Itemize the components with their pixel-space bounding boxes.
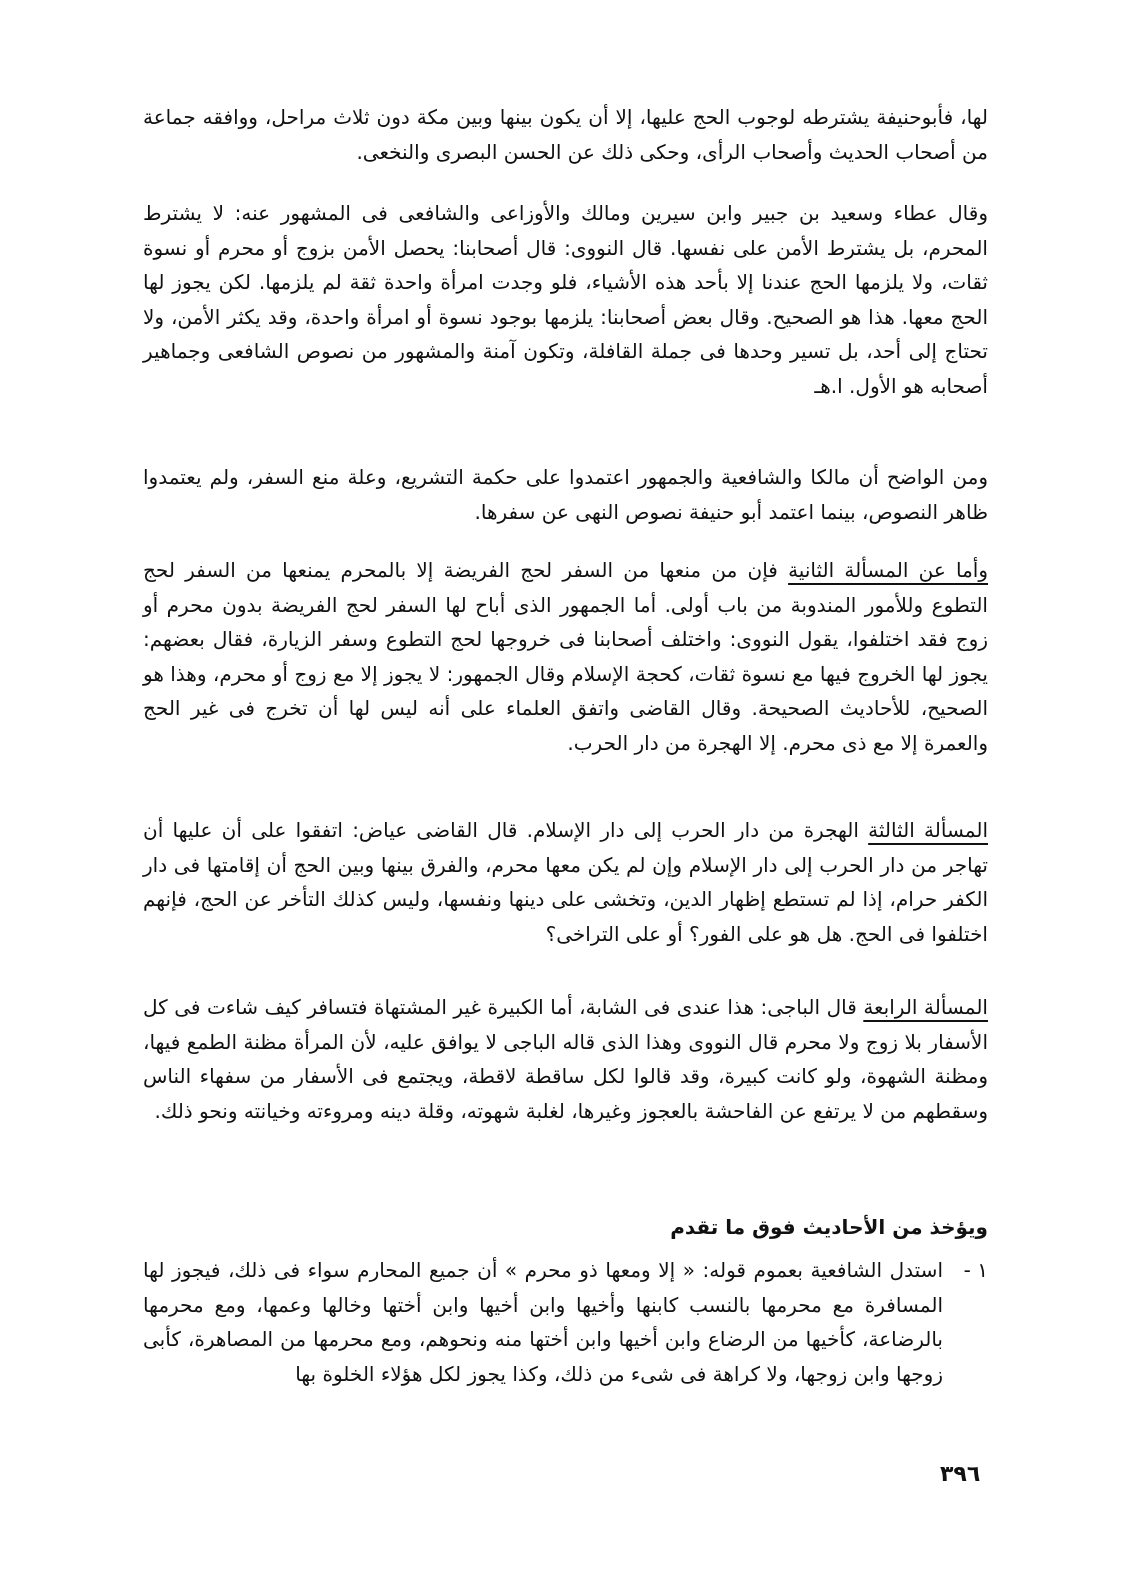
- fourth-issue-text: قال الباجى: هذا عندى فى الشابة، أما الكبيرة غير المشتهاة فتسافر كيف شاءت فى كل الأسفار بلا زوج ولا محرم قال النووى وهذا الذى قاله الباجى لا يوافق عليه، لأن المرأة مظنة الطمع فيها، ومظنة الشهوة، ولو كانت كبيرة، وقد قالوا لكل ساقطة لاقطة، ويجتمع فى الأسفار من سفهاء الناس وسقطهم من لا يرتفع عن الفاحشة بالعجوز وغيرها، لغلبة شهوته، وقلة دينه ومروءته وخيانته ونحو ذلك.: [143, 995, 988, 1123]
- list-item-text: استدل الشافعية بعموم قوله: « إلا ومعها ذو محرم » أن جميع المحارم سواء فى ذلك، فيجوز لها المسافرة مع محرمها بالنسب كابنها وأخيها وابن أخيها وابن أختها وخالها وعمها، ومع محرمها بالرضاعة، كأخيها من الرضاع وابن أخيها وابن أختها منه ونحوهم، ومع محرمها من المصاهرة، كأبى زوجها وابن زوجها، ولا كراهة فى شىء من ذلك، وكذا يجوز لكل هؤلاء الخلوة بها: [143, 1258, 943, 1386]
- paragraph-second-issue: [143, 553, 988, 760]
- paragraph-2: وقال عطاء وسعيد بن جبير وابن سيرين ومالك والأوزاعى والشافعى فى المشهور عنه: لا يشترط المحرم، بل يشترط الأمن على نفسها. قال النووى: قال أصحابنا: يحصل الأمن بزوج أو محرم أو نسوة ثقات، ولا يلزمها الحج عندنا إلا بأحد هذه الأشياء، فلو وجدت امرأة واحدة ثقة لم يلزمها. لكن يجوز لها الحج معها. هذا هو الصحيح. وقال بعض أصحابنا: يلزمها بوجود نسوة أو امرأة واحدة، وقد يكثر الأمن، ولا تحتاج إلى أحد، بل تسير وحدها فى جملة القافلة، وتكون آمنة والمشهور من نصوص الشافعى وجماهير أصحابه هو الأول. ا.هـ: [143, 201, 988, 398]
- second-issue-text: فإن من منعها من السفر لحج الفريضة إلا بالمحرم يمنعها من السفر لحج التطوع وللأمور المندوبة من باب أولى. أما الجمهور الذى أباح لها السفر لحج الفريضة بدون محرم أو زوج فقد اختلفوا، يقول النووى: واختلف أصحابنا فى خروجها لحج التطوع وسفر الزيارة، فقال بعضهم: يجوز لها الخروج فيها مع نسوة ثقات، كحجة الإسلام وقال الجمهور: لا يجوز إلا مع زوج أو محرم، وهذا هو الصحيح، للأحاديث الصحيحة. وقال القاضى واتفق العلماء على أنه ليس لها أن تخرج فى غير الحج والعمرة إلا مع ذى محرم. إلا الهجرة من دار الحرب.: [143, 558, 988, 755]
- numbered-list: [143, 1253, 988, 1391]
- page-number: ٣٩٦: [940, 1462, 981, 1487]
- list-item: [143, 1253, 988, 1391]
- second-issue-heading: وأما عن المسألة الثانية: [788, 558, 988, 582]
- paragraph-third-issue: [143, 813, 988, 951]
- paragraph-fourth-issue: [143, 990, 988, 1128]
- paragraph-3: ومن الواضح أن مالكا والشافعية والجمهور اعتمدوا على حكمة التشريع، وعلة منع السفر، ولم يعتمدوا ظاهر النصوص، بينما اعتمد أبو حنيفة نصوص النهى عن سفرها.: [143, 465, 988, 524]
- third-issue-text: الهجرة من دار الحرب إلى دار الإسلام. قال القاضى عياض: اتفقوا على أن عليها أن تهاجر من دار الحرب إلى دار الإسلام وإن لم يكن معها محرم، والفرق بينها وبين الحج أن إقامتها فى دار الكفر حرام، إذا لم تستطع إظهار الدين، وتخشى على دينها ونفسها، وليس كذلك التأخر عن الحج، فإنهم اختلفوا فى الحج. هل هو على الفور؟ أو على التراخى؟: [143, 818, 988, 946]
- paragraph-1: لها، فأبوحنيفة يشترطه لوجوب الحج عليها، إلا أن يكون بينها وبين مكة دون ثلاث مراحل، ووافقه جماعة من أصحاب الحديث وأصحاب الرأى، وحكى ذلك عن الحسن البصرى والنخعى.: [143, 105, 988, 164]
- section-heading: ويؤخذ من الأحاديث فوق ما تقدم: [670, 1215, 988, 1239]
- list-item-number: ١ -: [963, 1258, 988, 1282]
- fourth-issue-heading: المسألة الرابعة: [863, 995, 988, 1019]
- third-issue-heading: المسألة الثالثة: [868, 818, 989, 842]
